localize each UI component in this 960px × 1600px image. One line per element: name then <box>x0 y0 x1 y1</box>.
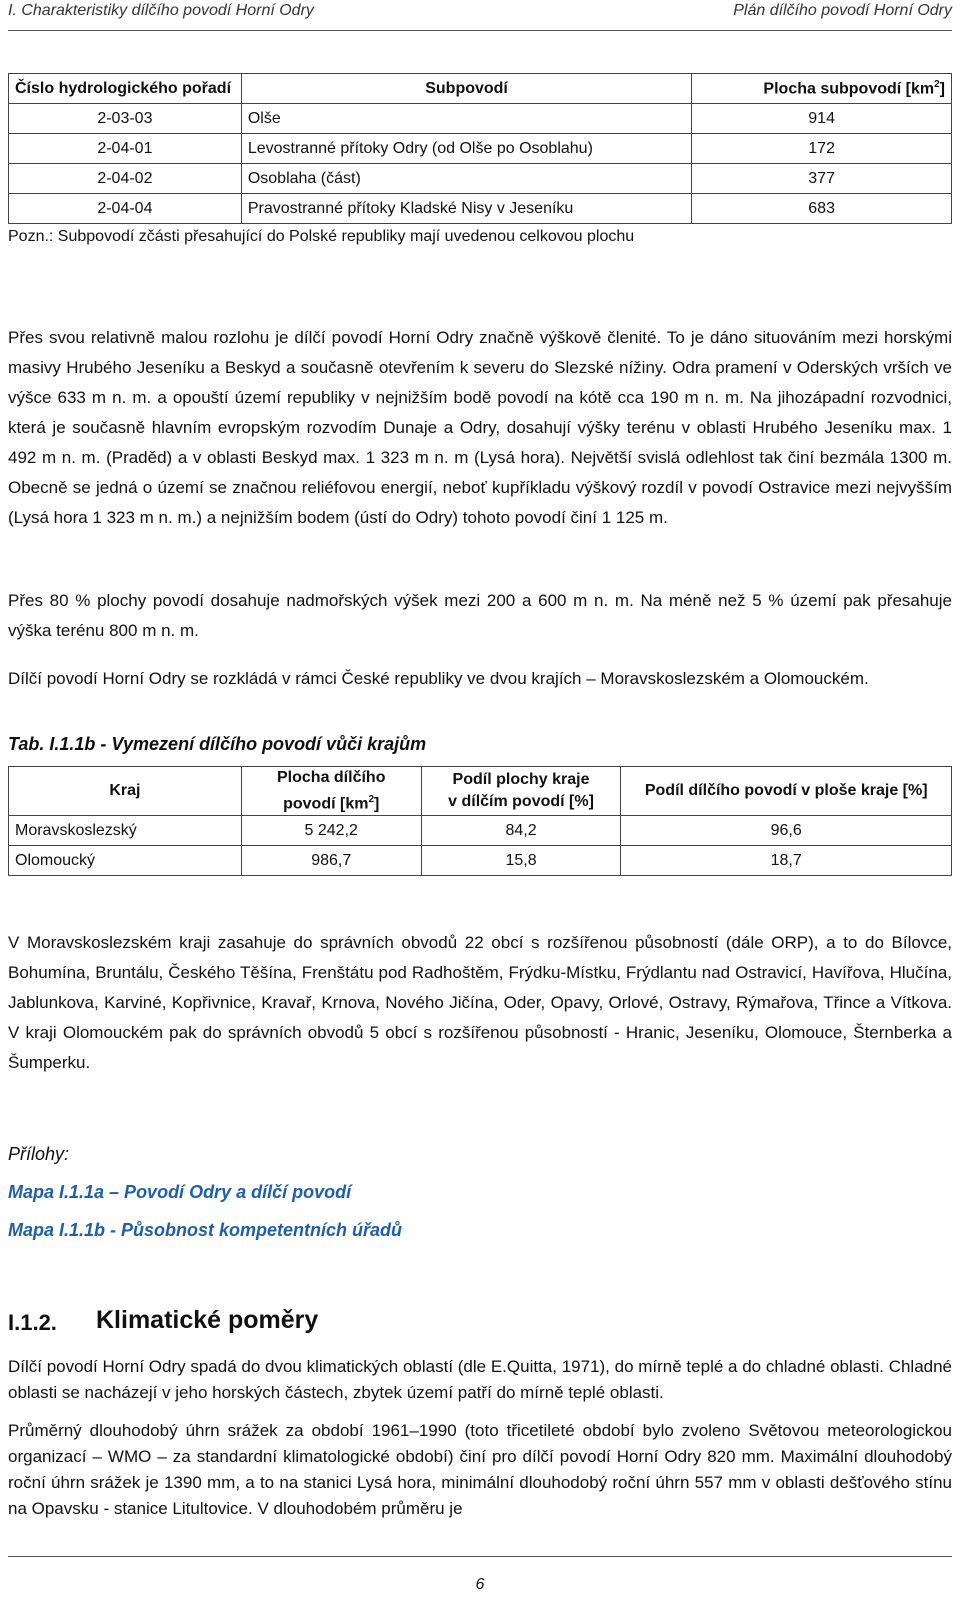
cell-region: Olomoucký <box>9 846 242 876</box>
cell-area: 986,7 <box>241 846 421 876</box>
table-row <box>9 816 952 846</box>
paragraph-orp: V Moravskoslezském kraji zasahuje do správních obvodů 22 obcí s rozšířenou působností (dále ORP), a to do Bílovce, Bohumína, Bruntálu, Českého Těšína, Frenštátu pod Radhoštěm, Frýdku-Místku, Frýdlantu nad Ostravicí, Havířova, Hlučína, Jablunkova, Karviné, Kopřivnice, Kravař, Krnova, Nového Jičína, Oder, Opavy, Orlové, Ostravy, Rýmařova, Třince a Vítkova. V kraji Olomouckém pak do správních obvodů 5 obcí s rozšířenou působností - Hranic, Jeseníku, Olomouce, Šternberka a Šumperku. <box>8 933 952 1072</box>
table-caption: Tab. I.1.1b - Vymezení dílčího povodí vůči krajům <box>8 734 427 754</box>
col-header-basin-share: Podíl dílčího povodí v ploše kraje [%] <box>621 767 952 816</box>
section-number: I.1.2. <box>8 1310 57 1335</box>
paragraph-relief: Přes svou relativně malou rozlohu je dílčí povodí Horní Odry značně výškově členité. To je dáno situováním mezi horskými masivy Hrubého Jeseníku a Beskyd a současně otevřením k severu do Slezské nížiny. Odra pramení v Oderských vrších ve výšce 633 m n. m. a opouští území republiky v nejnižším bodě povodí na kótě cca 190 m n. m. Na jihozápadní rozvodnici, která je současně hlavním evropským rozvodím Dunaje a Odry, dosahují výšky terénu v oblasti Hrubého Jeseníku max. 1 492 m n. m. (Praděd) a v oblasti Beskyd max. 1 323 m n. m (Lysá hora). Největší svislá odlehlost tak činí bezmála 1300 m. Obecně se jedná o území se značnou reliéfovou energií, neboť kupříkladu výškový rozdíl v povodí Ostravice mezi nejvyšším (Lysá hora 1 323 m n. m.) a nejnižším bodem (ústí do Odry) tohoto povodí činí 1 125 m. <box>8 328 952 527</box>
section-title: Klimatické poměry <box>96 1306 319 1334</box>
running-header <box>8 0 952 31</box>
col-header-subbasin: Subpovodí <box>241 74 691 104</box>
col-header-area: Plocha dílčího povodí $[km^2]$ <box>241 767 421 816</box>
paragraph-altitude: Přes 80 % plochy povodí dosahuje nadmořských výšek mezi 200 a 600 m n. m. Na méně než 5 % území pak přesahuje výška terénu 800 m n. m. <box>8 591 952 640</box>
cell-subbasin: Levostranné přítoky Odry (od Olše po Osoblahu) <box>241 134 691 164</box>
attachment-link-map-1-1a[interactable]: Mapa I.1.1a – Povodí Odry a dílčí povodí <box>8 1182 352 1202</box>
page-number: 6 <box>475 1576 485 1593</box>
cell-subbasin: Pravostranné přítoky Kladské Nisy v Jeseníku <box>241 194 691 224</box>
table-row <box>9 104 952 134</box>
col-header-region-share: Podíl plochy kraje v dílčím povodí [%] <box>421 767 621 816</box>
footer-divider <box>8 1556 952 1557</box>
cell-subbasin: Osoblaha (část) <box>241 164 691 194</box>
table-header-row <box>9 74 952 104</box>
table-note: Pozn.: Subpovodí zčásti přesahující do Polské republiky mají uvedenou celkovou plochu <box>8 228 635 245</box>
cell-area: 5 242,2 <box>241 816 421 846</box>
col-header-code: Číslo hydrologického pořadí <box>9 74 242 104</box>
table-row <box>9 194 952 224</box>
paragraph-regions: Dílčí povodí Horní Odry se rozkládá v rámci České republiky ve dvou krajích – Moravskoslezském a Olomouckém. <box>8 669 869 688</box>
table-row <box>9 164 952 194</box>
cell-region-share: 15,8 <box>421 846 621 876</box>
table-header-row <box>9 767 952 816</box>
paragraph-climate: Dílčí povodí Horní Odry spadá do dvou klimatických oblastí (dle E.Quitta, 1971), do mírně teplé a do chladné oblasti. Chladné oblasti se nacházejí v jeho horských částech, zbytek území patří do mírně teplé oblasti. <box>8 1357 953 1402</box>
col-header-region: Kraj <box>9 767 242 816</box>
cell-basin-share: 18,7 <box>621 846 952 876</box>
header-plan-title: Plán dílčího povodí Horní Odry <box>733 2 952 19</box>
cell-area: 914 <box>692 104 952 134</box>
cell-basin-share: 96,6 <box>621 816 952 846</box>
cell-region-share: 84,2 <box>421 816 621 846</box>
cell-area: 377 <box>692 164 952 194</box>
cell-subbasin: Olše <box>241 104 691 134</box>
region-table <box>8 766 952 876</box>
paragraph-precipitation: Průměrný dlouhodobý úhrn srážek za období 1961–1990 (toto třicetileté období bylo zvoleno Světovou meteorologickou organizací – WMO – za standardní klimatologické období) činí pro dílčí povodí Horní Odry 820 mm. Maximální dlouhodobý roční úhrn srážek je 1390 mm, a to na stanici Lysá hora, minimální dlouhodobý roční úhrn 557 mm v oblasti dešťového stínu na Opavsku - stanice Litultovice. V dlouhodobém průměru je <box>8 1421 952 1518</box>
cell-code: 2-03-03 <box>9 104 242 134</box>
cell-code: 2-04-04 <box>9 194 242 224</box>
attachments-label: Přílohy: <box>8 1144 70 1164</box>
cell-code: 2-04-02 <box>9 164 242 194</box>
col-header-area: Plocha subpovodí $[km^2]$ <box>692 74 952 104</box>
table-row <box>9 846 952 876</box>
cell-area: 683 <box>692 194 952 224</box>
table-row <box>9 134 952 164</box>
cell-region: Moravskoslezský <box>9 816 242 846</box>
header-chapter-title: I. Charakteristiky dílčího povodí Horní Odry <box>8 2 314 19</box>
subbasin-table <box>8 73 952 224</box>
cell-code: 2-04-01 <box>9 134 242 164</box>
attachment-link-map-1-1b[interactable]: Mapa I.1.1b - Působnost kompetentních úřadů <box>8 1220 403 1240</box>
cell-area: 172 <box>692 134 952 164</box>
